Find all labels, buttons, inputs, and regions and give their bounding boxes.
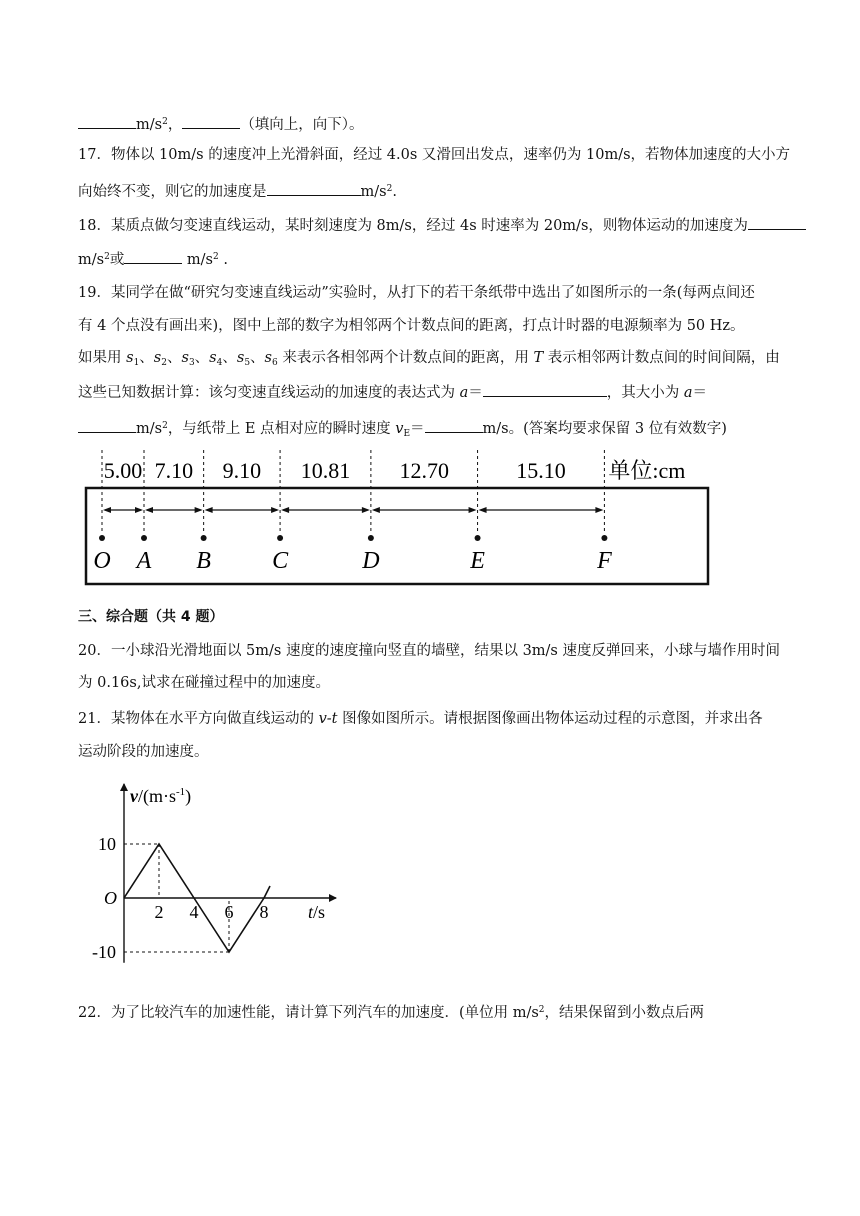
tape-arrowhead [372,507,380,513]
tape-point-label: A [136,548,152,574]
tape-point-label: O [93,548,111,574]
tape-dot [99,535,105,541]
q20-line2: 为 0.16s,试求在碰撞过程中的加速度。 [78,675,330,691]
answer-blank[interactable] [124,249,182,264]
x-axis-label: t/s [308,902,326,922]
q19-line4: 这些已知数据计算：该匀变速直线运动的加速度的表达式为 a＝ ，其大小为 a＝ [78,382,790,403]
tape-dot [475,535,481,541]
tape-arrowhead [135,507,143,513]
q21-line2: 运动阶段的加速度。 [78,744,209,760]
answer-blank[interactable] [483,382,607,397]
tape-dot [601,535,607,541]
tape-distance-label: 12.70 [399,458,449,483]
answer-blank[interactable] [267,181,361,196]
q19-line3: 如果用 $s_1$、$s_2$、$s_3$、$s_4$、$s_5$、$s_6$ 来表示各相邻两个计数点间的距离，用 T 表示相邻两计数点间的时间间隔，由 [78,350,780,368]
tape-arrowhead [103,507,111,513]
tape-point-label: C [272,548,289,574]
tape-point-label: E [470,548,485,574]
y-tick-label: 10 [98,834,116,854]
q17-line1: 17．物体以 10m/s 的速度冲上光滑斜面，经过 4.0s 又滑回出发点，速率仍为 10m/s，若物体加速度的大小方 [78,147,791,163]
tape-border [86,488,708,584]
tape-point-label: B [196,548,211,574]
q22-line1: 22．为了比较汽车的加速性能，请计算下列汽车的加速度．(单位用 $m/s^2$，结果保留到小数点后两 [78,1005,705,1021]
tape-dot [201,535,207,541]
tape-arrowhead [145,507,153,513]
tape-distance-label: 10.81 [300,458,351,483]
answer-blank[interactable] [425,418,483,433]
tape-arrowhead [479,507,487,513]
x-tick-label: 2 [154,902,164,922]
tape-point-label: F [597,548,612,574]
tape-arrowhead [271,507,279,513]
tape-distance-label: 15.10 [516,458,566,483]
tape-point-label: D [362,548,380,574]
tape-dot [141,535,147,541]
q19-line1: 19．某同学在做“研究匀变速直线运动”实验时，从打下的若干条纸带中选出了如图所示的一条(每两点间还 [78,285,755,301]
q18-line1: 18．某质点做匀变速直线运动，某时刻速度为 8m/s，经过 4s 时速率为 20m/s，则物体运动的加速度为 [78,215,790,236]
x-tick-label: 4 [189,902,199,922]
tape-unit-label: 单位:cm [608,458,686,483]
tape-arrowhead [362,507,370,513]
tape-arrowhead [469,507,477,513]
origin-label: O [104,888,117,908]
paper-tape-figure [80,448,720,588]
q17-line2: 向始终不变，则它的加速度是 $m/s^2$. [78,179,790,202]
answer-blank[interactable] [78,114,136,129]
tape-dot [368,535,374,541]
tape-arrowhead [595,507,603,513]
section-3-heading: 三、综合题（共 4 题） [78,609,224,625]
tape-distance-label: 7.10 [154,458,194,483]
tape-dot [277,535,283,541]
x-tick-label: 6 [224,902,234,922]
q21-line1: 21．某物体在水平方向做直线运动的 v-t 图像如图所示。请根据图像画出物体运动过程的示意图，并求出各 [78,711,763,727]
tape-distance-label: 9.10 [222,458,262,483]
q16-tail: $m/s^2$， （填向上，向下）。 [78,112,790,135]
tape-arrowhead [205,507,213,513]
tape-arrowhead [195,507,203,513]
q19-line2: 有 4 个点没有画出来)，图中上部的数字为相邻两个计数点间的距离，打点计时器的电源频率为 50 Hz。 [78,318,745,334]
y-axis-label: $v/(m\cdot s^{-1})$ [130,786,192,806]
x-tick-label: 8 [259,902,269,922]
q20-line1: 20．一小球沿光滑地面以 5m/s 速度的速度撞向竖直的墙壁，结果以 3m/s 速度反弹回来，小球与墙作用时间 [78,643,780,659]
answer-blank[interactable] [78,418,136,433]
q18-line2: $m/s^2$或 $m/s^2$ . [78,247,790,270]
answer-blank[interactable] [748,215,806,230]
tape-arrowhead [281,507,289,513]
tape-distance-label: 5.00 [103,458,143,483]
q19-line5: $m/s^2$，与纸带上 E 点相对应的瞬时速度 $v_E= m/s$。(答案均要求保留 3 位有效数字) [78,416,790,444]
vt-chart [80,778,370,978]
answer-blank[interactable] [182,114,240,129]
y-tick-label: -10 [92,942,116,962]
vt-series-continuation [264,886,270,898]
